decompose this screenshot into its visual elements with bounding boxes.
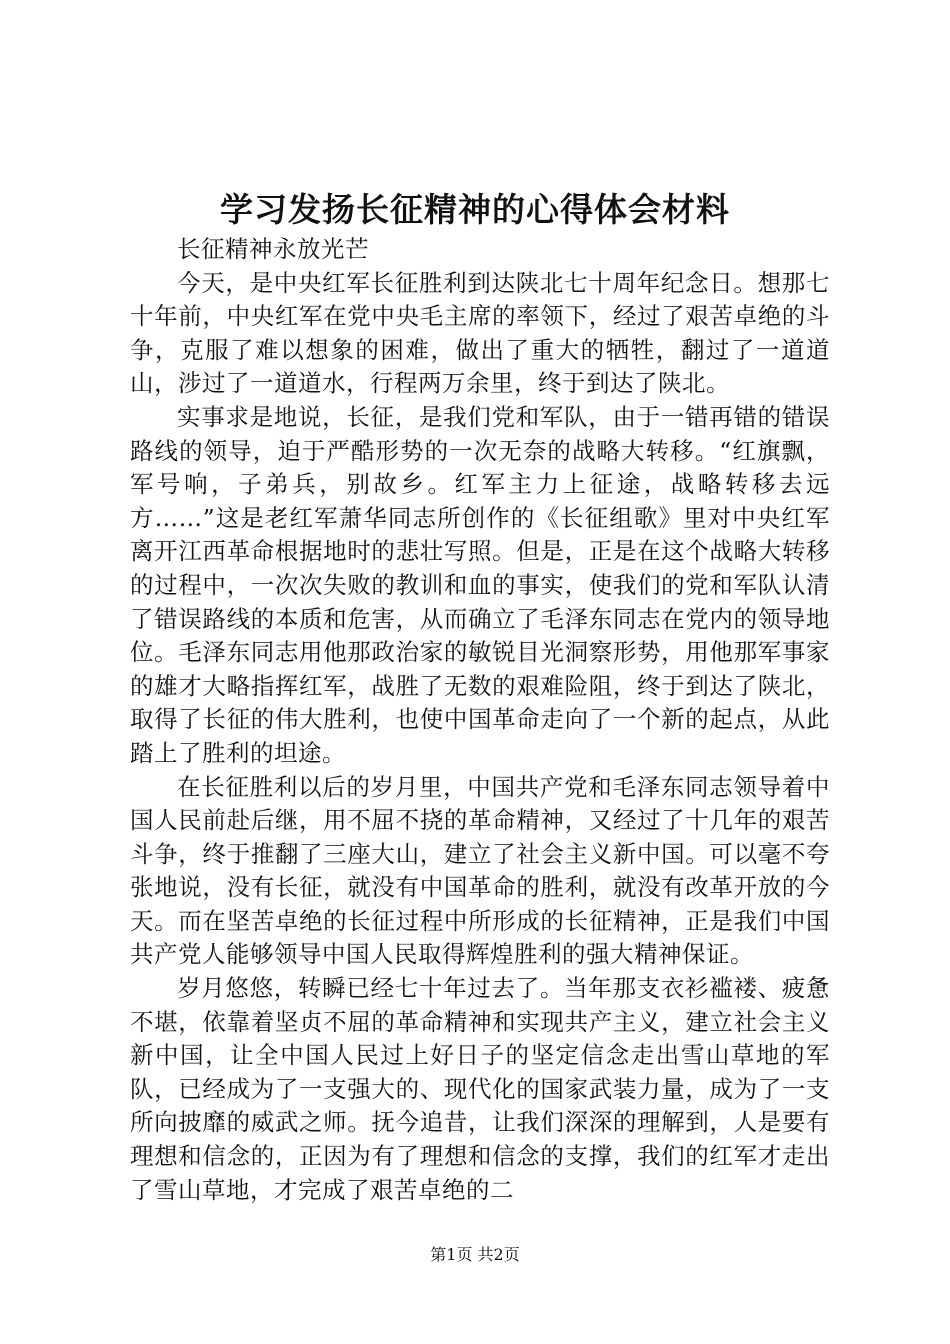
document-subtitle: 长征精神永放光芒 (177, 235, 369, 263)
document-title: 学习发扬长征精神的心得体会材料 (220, 190, 730, 229)
paragraph: 今天，是中央红军长征胜利到达陕北七十周年纪念日。想那七十年前，中央红军在党中央毛主席的率领下，经过了艰苦卓绝的斗争，克服了难以想象的困难，做出了重大的牺牲，翻过了一道道山，涉过了一道道水，行程两万余里，终于到达了陕北。 (130, 268, 830, 398)
paragraph: 岁月悠悠，转瞬已经七十年过去了。当年那支衣衫褴褛、疲惫不堪，依靠着坚贞不屈的革命精神和实现共产主义，建立社会主义新中国，让全中国人民过上好日子的坚定信念走出雪山草地的军队，已经成为了一支强大的、现代化的国家武装力量，成为了一支所向披靡的威武之师。抚今追昔，让我们深深的理解到，人是要有理想和信念的，正因为有了理想和信念的支撑，我们的红军才走出了雪山草地，才完成了艰苦卓绝的二 (130, 974, 830, 1204)
paragraph: 实事求是地说，长征，是我们党和军队，由于一错再错的错误路线的领导，迫于严酷形势的一次无奈的战略大转移。“红旗飘，军号响，子弟兵，别故乡。红军主力上征途，战略转移去远方……”这是老红军萧华同志所创作的《长征组歌》里对中央红军离开江西革命根据地时的悲壮写照。但是，正是在这个战略大转移的过程中，一次次失败的教训和血的事实，使我们的党和军队认清了错误路线的本质和危害，从而确立了毛泽东同志在党内的领导地位。毛泽东同志用他那政治家的敏锐目光洞察形势，用他那军事家的雄才大略指挥红军，战胜了无数的艰难险阻，终于到达了陕北，取得了长征的伟大胜利，也使中国革命走向了一个新的起点，从此踏上了胜利的坦途。 (130, 402, 830, 767)
document-body (130, 233, 830, 1207)
page-number-footer: 第1页 共2页 (430, 1245, 520, 1264)
paragraph: 在长征胜利以后的岁月里，中国共产党和毛泽东同志领导着中国人民前赴后继，用不屈不挠的革命精神，又经过了十几年的艰苦斗争，终于推翻了三座大山，建立了社会主义新中国。可以毫不夸张地说，没有长征，就没有中国革命的胜利，就没有改革开放的今天。而在坚苦卓绝的长征过程中所形成的长征精神，正是我们中国共产党人能够领导中国人民取得辉煌胜利的强大精神保证。 (130, 772, 830, 969)
